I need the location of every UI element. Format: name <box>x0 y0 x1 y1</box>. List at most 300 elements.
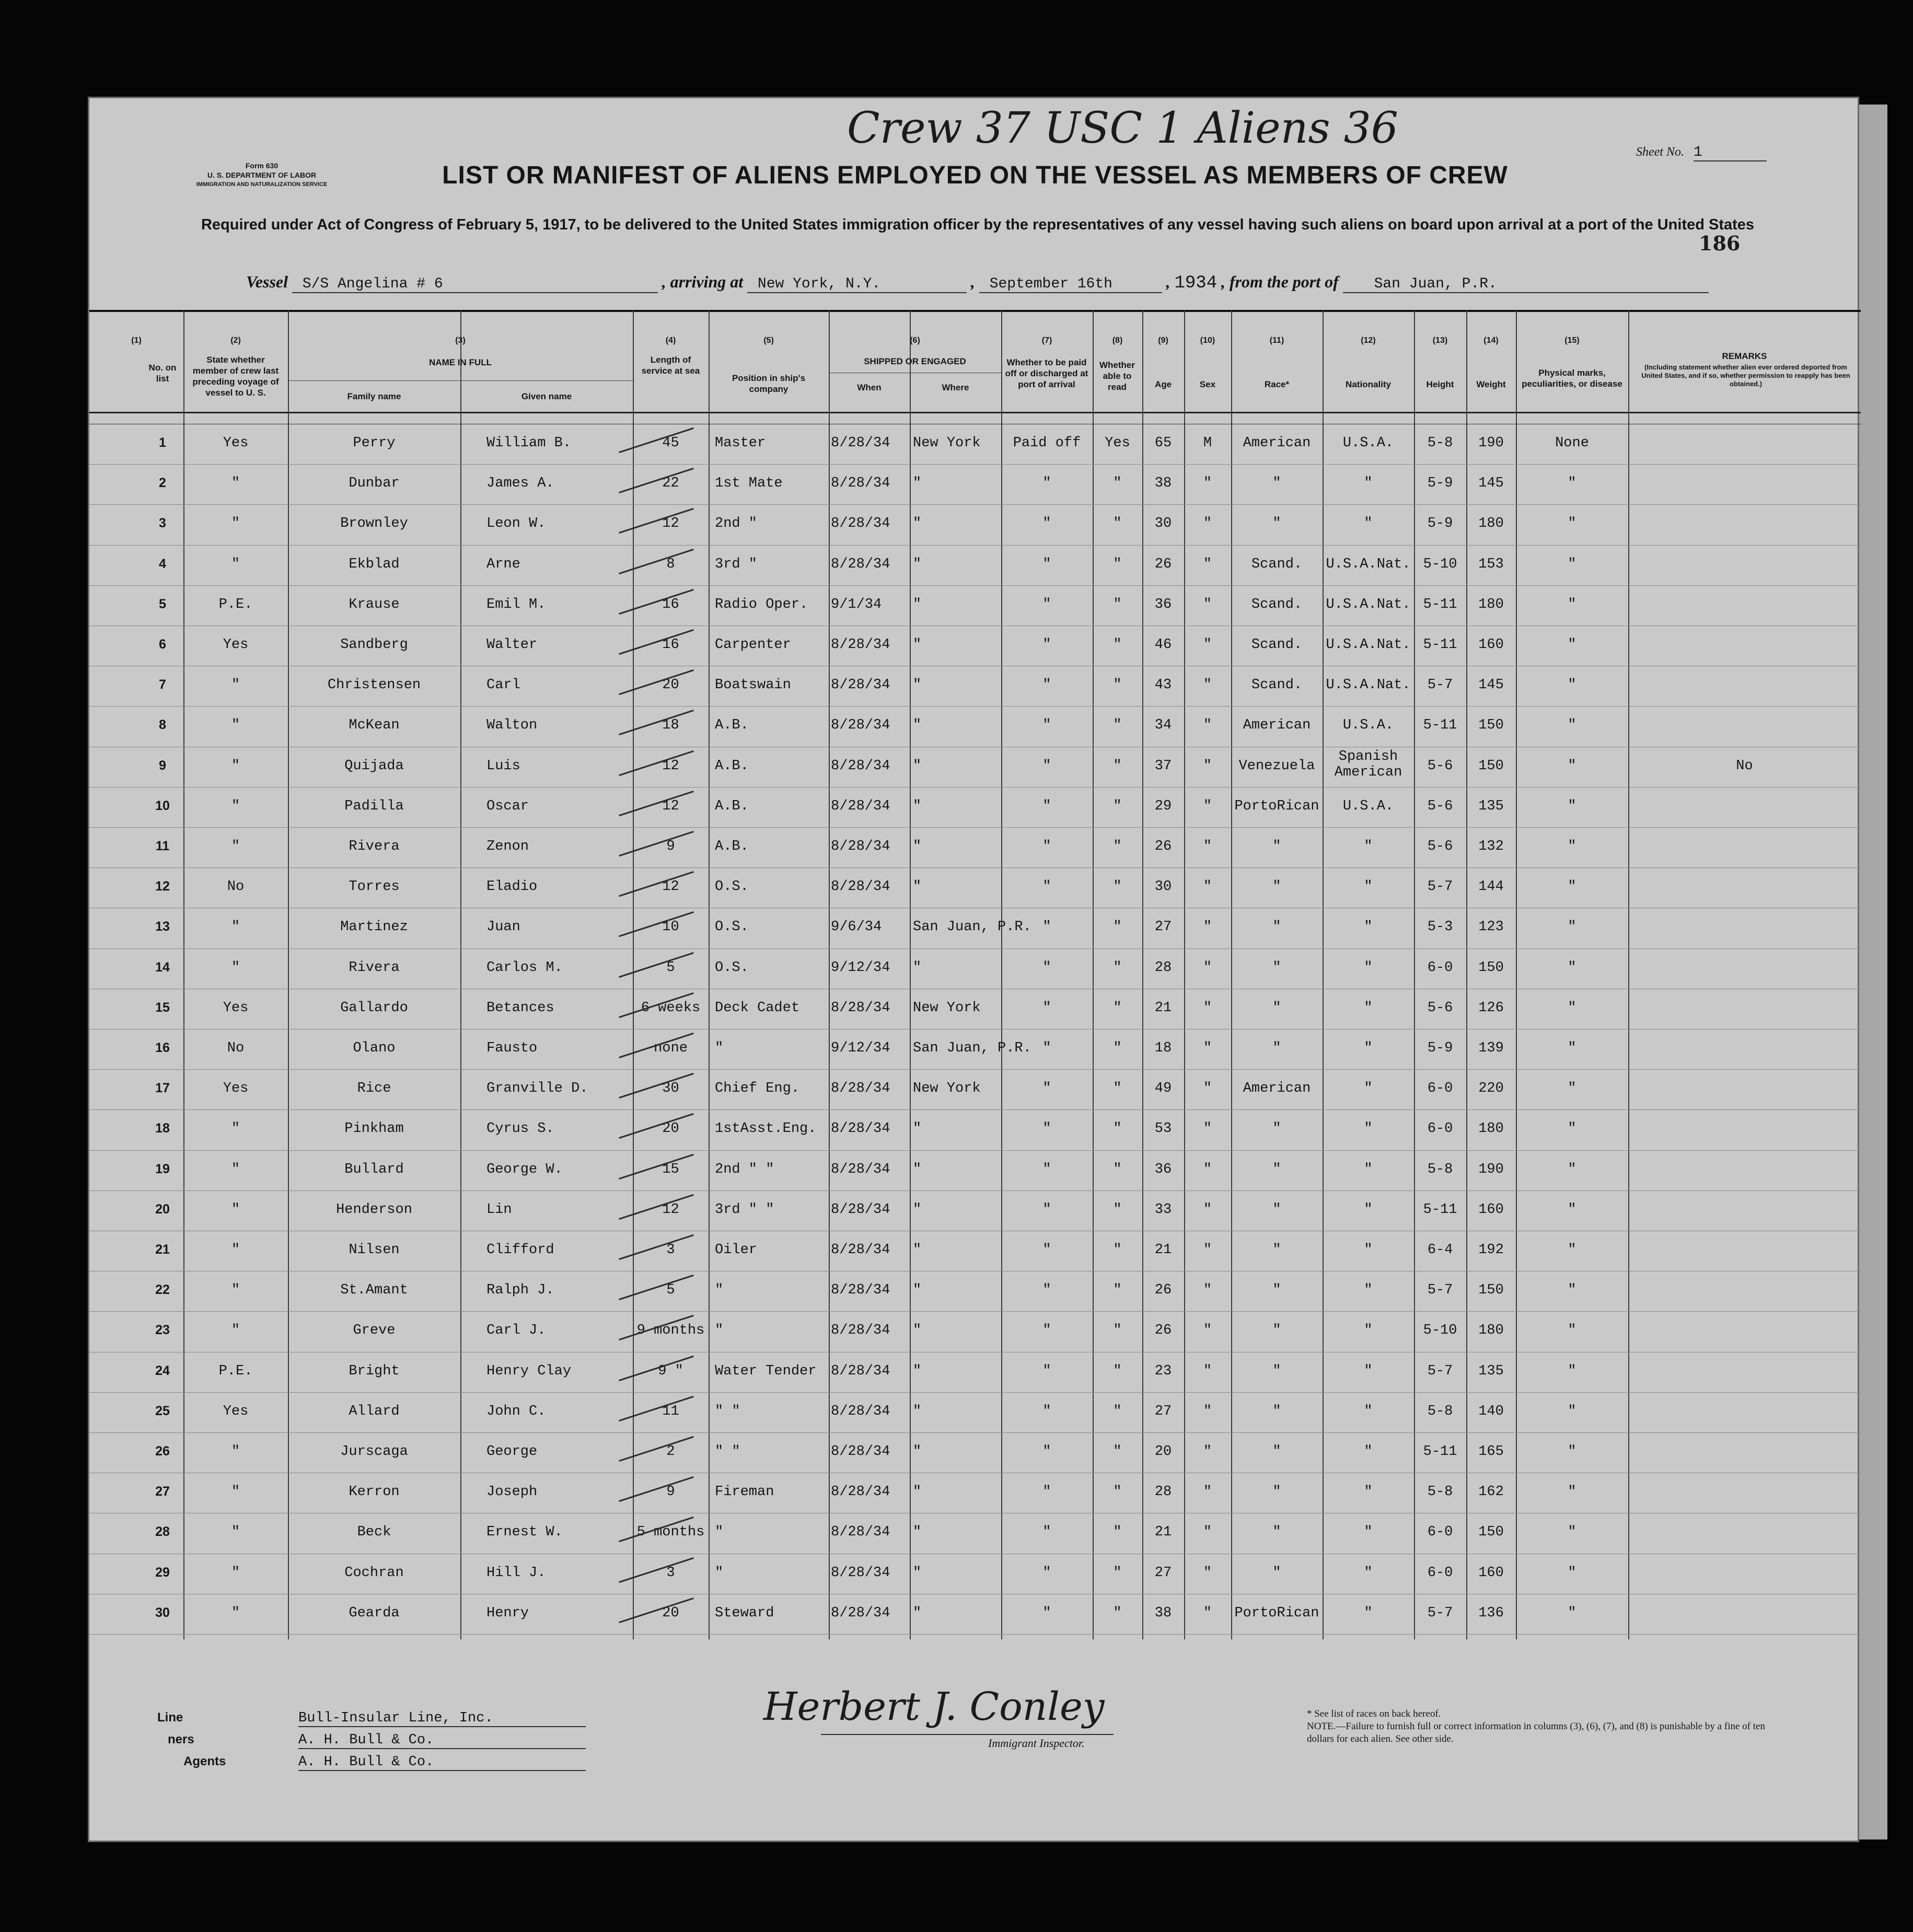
cell-paid: " <box>1042 1161 1051 1177</box>
comma-sep: , <box>970 272 979 291</box>
cell-given: Zenon <box>486 839 529 854</box>
cell-sex: " <box>1203 1524 1212 1541</box>
cell-family: Allard <box>349 1403 400 1419</box>
colnum-c2: (2) <box>230 336 241 345</box>
cell-where: " <box>913 1444 922 1460</box>
cell-sex: " <box>1203 1363 1212 1379</box>
cell-weight: 190 <box>1478 1161 1504 1177</box>
cell-read: " <box>1113 758 1122 774</box>
cell-where: " <box>913 1161 922 1177</box>
cell-sex: " <box>1203 1403 1212 1419</box>
cell-height: 5-7 <box>1427 879 1453 895</box>
cell-sex: " <box>1203 1282 1212 1299</box>
cell-position: O.S. <box>715 919 749 935</box>
column-rule <box>460 310 461 1639</box>
cell-nationality: " <box>1364 1081 1373 1097</box>
cell-read: " <box>1113 1000 1122 1016</box>
cell-family: Dunbar <box>349 476 400 492</box>
cell-where: " <box>913 758 922 774</box>
cell-weight: 144 <box>1478 879 1504 895</box>
row-rule <box>89 504 1861 505</box>
cell-age: 27 <box>1154 919 1172 935</box>
cell-read: " <box>1113 798 1122 814</box>
cell-height: 6-0 <box>1427 1565 1453 1581</box>
cell-sex: " <box>1203 1484 1212 1500</box>
manifest-sheet <box>88 97 1859 1842</box>
colnum-c15: (15) <box>1564 336 1580 345</box>
cell-age: 20 <box>1154 1444 1172 1460</box>
cell-service: 9 <box>666 1484 675 1500</box>
cell-marks: None <box>1555 435 1589 451</box>
header-physical-marks: Physical marks, peculiarities, or disease <box>1522 368 1622 389</box>
cell-sex: " <box>1203 1565 1212 1581</box>
cell-nationality: Spanish American <box>1334 748 1402 780</box>
cell-height: 5-11 <box>1423 1444 1457 1460</box>
cell-prev: " <box>231 677 240 693</box>
cell-sex: M <box>1203 435 1212 451</box>
cell-where: " <box>913 1282 922 1299</box>
cell-no: 3 <box>159 516 166 531</box>
cell-paid: " <box>1042 1524 1051 1541</box>
cell-height: 5-6 <box>1427 1000 1453 1016</box>
cell-race: Scand. <box>1251 596 1303 612</box>
cell-when: 8/28/34 <box>831 516 890 532</box>
cell-no: 23 <box>155 1323 170 1338</box>
cell-family: Torres <box>349 879 400 895</box>
cell-when: 8/28/34 <box>831 1242 890 1258</box>
cell-race: " <box>1272 1242 1281 1258</box>
cell-race: " <box>1272 1121 1281 1137</box>
cell-when: 8/28/34 <box>831 1121 890 1137</box>
cell-sex: " <box>1203 839 1212 854</box>
cell-where: " <box>913 1605 922 1621</box>
cell-height: 5-9 <box>1427 1040 1453 1056</box>
header-nationality: Nationality <box>1346 379 1391 389</box>
cell-family: Perry <box>353 435 396 451</box>
cell-read: " <box>1113 596 1122 612</box>
cell-read: " <box>1113 1524 1122 1541</box>
cell-position: " " <box>715 1444 740 1460</box>
cell-service: 3 <box>666 1242 675 1258</box>
cell-no: 2 <box>159 476 166 491</box>
cell-paid: " <box>1042 1201 1051 1218</box>
cell-position: Water Tender <box>715 1363 817 1379</box>
cell-sex: " <box>1203 677 1212 693</box>
cell-when: 8/28/34 <box>831 1000 890 1016</box>
cell-weight: 132 <box>1478 839 1504 854</box>
cell-race: " <box>1272 1161 1281 1177</box>
cell-position: A.B. <box>715 839 749 854</box>
cell-nationality: U.S.A. <box>1342 718 1394 734</box>
cell-age: 36 <box>1154 1161 1172 1177</box>
cell-read: " <box>1113 1444 1122 1460</box>
cell-service: 12 <box>662 758 679 774</box>
colnum-c5: (5) <box>763 336 774 345</box>
cell-age: 37 <box>1154 758 1172 774</box>
inspector-signature: Herbert J. Conley <box>763 1684 1105 1729</box>
cell-service: 6 weeks <box>641 1000 701 1016</box>
cell-when: 9/12/34 <box>831 959 890 976</box>
cell-nationality: " <box>1364 1605 1373 1621</box>
cell-weight: 190 <box>1478 435 1504 451</box>
cell-age: 38 <box>1154 1605 1172 1621</box>
cell-service: 15 <box>662 1161 679 1177</box>
row-rule <box>89 1634 1861 1635</box>
header-length-service: Length of service at sea <box>641 355 700 376</box>
cell-marks: " <box>1568 758 1576 774</box>
row-rule <box>89 948 1861 949</box>
arriving-label: , arriving at <box>662 272 744 291</box>
column-rule <box>829 310 830 1639</box>
header-given-name: Given name <box>521 391 572 401</box>
cell-service: 10 <box>662 919 679 935</box>
cell-no: 29 <box>155 1565 170 1580</box>
cell-no: 12 <box>155 879 170 894</box>
cell-position: 1st Mate <box>715 476 783 492</box>
cell-read: " <box>1113 1242 1122 1258</box>
cell-no: 7 <box>159 677 166 692</box>
cell-given: Oscar <box>486 798 529 814</box>
cell-when: 8/28/34 <box>831 556 890 572</box>
cell-height: 5-10 <box>1423 1323 1457 1339</box>
cell-family: Ekblad <box>349 556 400 572</box>
cell-race: American <box>1243 435 1311 451</box>
cell-service: 9 " <box>658 1363 683 1379</box>
header-prev-voyage: State whether member of crew last preceding voyage of vessel to U. S. <box>192 355 279 398</box>
cell-height: 5-9 <box>1427 476 1453 492</box>
cell-height: 5-6 <box>1427 839 1453 854</box>
cell-given: James A. <box>486 476 554 492</box>
cell-where: " <box>913 556 922 572</box>
cell-service: 12 <box>662 516 679 532</box>
cell-service: 5 months <box>636 1524 705 1541</box>
cell-weight: 160 <box>1478 637 1504 653</box>
cell-position: 2nd " " <box>715 1161 774 1177</box>
form-number: Form 630 <box>245 161 279 170</box>
cell-sex: " <box>1203 1081 1212 1097</box>
cell-paid: " <box>1042 1282 1051 1299</box>
cell-prev: " <box>231 1484 240 1500</box>
cell-family: Christensen <box>327 677 421 693</box>
cell-marks: " <box>1568 919 1576 935</box>
cell-read: " <box>1113 839 1122 854</box>
row-rule <box>89 1432 1861 1433</box>
cell-race: Scand. <box>1251 556 1303 572</box>
cell-where: " <box>913 1565 922 1581</box>
cell-no: 4 <box>159 556 166 571</box>
header-age: Age <box>1154 379 1172 389</box>
cell-no: 5 <box>159 596 166 611</box>
cell-given: Fausto <box>486 1040 538 1056</box>
cell-weight: 126 <box>1478 1000 1504 1016</box>
cell-race: Venezuela <box>1238 758 1315 774</box>
cell-position: A.B. <box>715 718 749 734</box>
cell-family: Bright <box>349 1363 400 1379</box>
cell-when: 8/28/34 <box>831 758 890 774</box>
cell-height: 5-10 <box>1423 556 1457 572</box>
cell-height: 5-11 <box>1423 718 1457 734</box>
cell-when: 8/28/34 <box>831 798 890 814</box>
cell-read: Yes <box>1105 435 1130 451</box>
name-subrule <box>288 380 633 381</box>
row-rule <box>89 1392 1861 1393</box>
owners-label: ners <box>168 1732 194 1746</box>
cell-where: " <box>913 1201 922 1218</box>
cell-race: " <box>1272 1403 1281 1419</box>
cell-given: Juan <box>486 919 520 935</box>
colnum-c10: (10) <box>1200 336 1215 345</box>
cell-given: Cyrus S. <box>486 1121 554 1137</box>
cell-position: 3rd " <box>715 556 758 572</box>
cell-age: 26 <box>1154 1323 1172 1339</box>
cell-height: 5-7 <box>1427 1605 1453 1621</box>
manifest-table <box>89 310 1861 1815</box>
cell-family: Kerron <box>349 1484 400 1500</box>
cell-when: 8/28/34 <box>831 839 890 854</box>
form-title: LIST OR MANIFEST OF ALIENS EMPLOYED ON THE VESSEL AS MEMBERS OF CREW <box>442 161 1508 189</box>
header-race: Race* <box>1264 379 1290 389</box>
cell-service: 16 <box>662 637 679 653</box>
cell-where: " <box>913 1484 922 1500</box>
cell-weight: 150 <box>1478 758 1504 774</box>
cell-where: New York <box>913 435 981 451</box>
cell-weight: 192 <box>1478 1242 1504 1258</box>
cell-where: New York <box>913 1000 981 1016</box>
cell-weight: 150 <box>1478 1282 1504 1299</box>
cell-service: 9 <box>666 839 675 854</box>
cell-where: " <box>913 839 922 854</box>
cell-no: 24 <box>155 1363 170 1378</box>
cell-given: Emil M. <box>486 596 546 612</box>
cell-no: 10 <box>155 798 170 813</box>
cell-weight: 180 <box>1478 1121 1504 1137</box>
cell-height: 5-8 <box>1427 435 1453 451</box>
cell-read: " <box>1113 1323 1122 1339</box>
cell-height: 5-11 <box>1423 637 1457 653</box>
cell-sex: " <box>1203 1161 1212 1177</box>
cell-no: 19 <box>155 1161 170 1176</box>
cell-when: 8/28/34 <box>831 1605 890 1621</box>
cell-given: Clifford <box>486 1242 554 1258</box>
cell-nationality: " <box>1364 919 1373 935</box>
cell-prev: " <box>231 718 240 734</box>
cell-marks: " <box>1568 718 1576 734</box>
cell-age: 65 <box>1154 435 1172 451</box>
cell-no: 30 <box>155 1605 170 1620</box>
inspector-label: Immigrant Inspector. <box>988 1737 1085 1750</box>
cell-paid: " <box>1042 1121 1051 1137</box>
cell-where: " <box>913 1524 922 1541</box>
cell-weight: 150 <box>1478 1524 1504 1541</box>
cell-read: " <box>1113 1081 1122 1097</box>
cell-when: 9/12/34 <box>831 1040 890 1056</box>
cell-read: " <box>1113 959 1122 976</box>
cell-family: Brownley <box>340 516 408 532</box>
cell-given: Granville D. <box>486 1081 588 1097</box>
cell-prev: P.E. <box>218 1363 253 1379</box>
header-where: Where <box>942 383 969 392</box>
service-name: IMMIGRATION AND NATURALIZATION SERVICE <box>196 181 328 188</box>
cell-sex: " <box>1203 1121 1212 1137</box>
cell-prev: P.E. <box>218 596 253 612</box>
cell-nationality: " <box>1364 1484 1373 1500</box>
cell-weight: 135 <box>1478 1363 1504 1379</box>
cell-nationality: U.S.A.Nat. <box>1326 677 1411 693</box>
cell-given: Henry Clay <box>486 1363 572 1379</box>
cell-nationality: " <box>1364 1363 1373 1379</box>
cell-weight: 180 <box>1478 1323 1504 1339</box>
header-weight: Weight <box>1476 379 1506 389</box>
cell-sex: " <box>1203 718 1212 734</box>
cell-when: 8/28/34 <box>831 476 890 492</box>
cell-read: " <box>1113 637 1122 653</box>
cell-family: Krause <box>349 596 400 612</box>
cell-where: " <box>913 1403 922 1419</box>
cell-where: " <box>913 637 922 653</box>
cell-nationality: " <box>1364 1403 1373 1419</box>
cell-position: Fireman <box>715 1484 774 1500</box>
cell-position: " <box>715 1323 724 1339</box>
cell-nationality: " <box>1364 959 1373 976</box>
arrival-date: September 16th <box>979 276 1162 293</box>
cell-read: " <box>1113 1282 1122 1299</box>
cell-no: 20 <box>155 1201 170 1217</box>
cell-marks: " <box>1568 1161 1576 1177</box>
cell-position: " <box>715 1040 724 1056</box>
cell-race: " <box>1272 959 1281 976</box>
cell-marks: " <box>1568 1403 1576 1419</box>
cell-nationality: " <box>1364 476 1373 492</box>
cell-marks: " <box>1568 1201 1576 1218</box>
cell-given: Ralph J. <box>486 1282 554 1299</box>
cell-marks: " <box>1568 1565 1576 1581</box>
cell-given: Henry <box>486 1605 529 1621</box>
cell-service: 20 <box>662 1605 679 1621</box>
cell-service: 12 <box>662 1201 679 1218</box>
cell-read: " <box>1113 677 1122 693</box>
row-rule <box>89 867 1861 868</box>
cell-prev: " <box>231 516 240 532</box>
cell-family: Rivera <box>349 839 400 854</box>
header-name-in-full: NAME IN FULL <box>429 357 492 367</box>
cell-no: 21 <box>155 1242 170 1257</box>
stamp-number: 186 <box>1699 232 1741 255</box>
colnum-c8: (8) <box>1112 336 1123 345</box>
cell-sex: " <box>1203 798 1212 814</box>
cell-paid: Paid off <box>1013 435 1081 451</box>
cell-family: Martinez <box>340 919 408 935</box>
cell-height: 5-6 <box>1427 758 1453 774</box>
cell-height: 5-11 <box>1423 596 1457 612</box>
cell-race: " <box>1272 1000 1281 1016</box>
row-rule <box>89 1069 1861 1070</box>
colnum-c4: (4) <box>665 336 676 345</box>
cell-given: Carl <box>486 677 520 693</box>
cell-race: " <box>1272 839 1281 854</box>
cell-prev: " <box>231 476 240 492</box>
cell-given: Walter <box>486 637 538 653</box>
header-remarks-sub: (Including statement whether alien ever ordered deported from United States, and if so, whether permission to reapply has been obtained.) <box>1641 363 1850 388</box>
cell-prev: " <box>231 798 240 814</box>
cell-height: 6-0 <box>1427 1524 1453 1541</box>
header-paid-off: Whether to be paid off or discharged at port of arrival <box>1005 357 1088 389</box>
cell-no: 1 <box>159 435 166 450</box>
cell-where: " <box>913 677 922 693</box>
cell-race: " <box>1272 1565 1281 1581</box>
cell-nationality: " <box>1364 1161 1373 1177</box>
cell-height: 5-7 <box>1427 1282 1453 1299</box>
colnum-c11: (11) <box>1269 336 1284 345</box>
header-shipped-engaged: SHIPPED OR ENGAGED <box>864 356 966 366</box>
row-rule <box>89 1190 1861 1191</box>
cell-paid: " <box>1042 1242 1051 1258</box>
cell-height: 6-0 <box>1427 1081 1453 1097</box>
cell-read: " <box>1113 1040 1122 1056</box>
cell-prev: " <box>231 1444 240 1460</box>
cell-weight: 139 <box>1478 1040 1504 1056</box>
cell-given: Hill J. <box>486 1565 546 1581</box>
cell-paid: " <box>1042 1000 1051 1016</box>
cell-given: George <box>486 1444 538 1460</box>
cell-race: " <box>1272 1484 1281 1500</box>
cell-marks: " <box>1568 677 1576 693</box>
cell-nationality: " <box>1364 839 1373 854</box>
cell-sex: " <box>1203 1000 1212 1016</box>
colnum-c3: (3) <box>455 336 466 345</box>
cell-given: Lin <box>486 1201 512 1218</box>
cell-height: 5-7 <box>1427 677 1453 693</box>
cell-service: 16 <box>662 596 679 612</box>
cell-service: 8 <box>666 556 675 572</box>
cell-service: 20 <box>662 677 679 693</box>
cell-marks: " <box>1568 476 1576 492</box>
departure-port: San Juan, P.R. <box>1343 276 1709 293</box>
cell-height: 6-0 <box>1427 959 1453 976</box>
cell-when: 8/28/34 <box>831 1484 890 1500</box>
cell-weight: 160 <box>1478 1565 1504 1581</box>
cell-sex: " <box>1203 1605 1212 1621</box>
cell-position: Deck Cadet <box>715 1000 800 1016</box>
cell-family: Olano <box>353 1040 396 1056</box>
cell-race: " <box>1272 1282 1281 1299</box>
colnum-c13: (13) <box>1432 336 1448 345</box>
department-name: U. S. DEPARTMENT OF LABOR <box>207 171 317 179</box>
row-rule <box>89 545 1861 546</box>
cell-no: 22 <box>155 1282 170 1298</box>
cell-marks: " <box>1568 516 1576 532</box>
cell-read: " <box>1113 516 1122 532</box>
cell-service: 12 <box>662 798 679 814</box>
cell-family: Greve <box>353 1323 396 1339</box>
cell-given: Arne <box>486 556 520 572</box>
cell-position: " " <box>715 1403 740 1419</box>
cell-where: San Juan, P.R. <box>913 919 1031 935</box>
cell-age: 46 <box>1154 637 1172 653</box>
cell-paid: " <box>1042 798 1051 814</box>
cell-nationality: " <box>1364 1000 1373 1016</box>
cell-read: " <box>1113 1403 1122 1419</box>
cell-service: 9 months <box>636 1323 705 1339</box>
cell-when: 8/28/34 <box>831 1201 890 1218</box>
sheet-value: 1 <box>1694 144 1767 161</box>
cell-when: 8/28/34 <box>831 677 890 693</box>
line-value: Bull-Insular Line, Inc. <box>298 1710 586 1727</box>
cell-weight: 162 <box>1478 1484 1504 1500</box>
cell-no: 16 <box>155 1040 170 1055</box>
cell-service: none <box>654 1040 688 1056</box>
cell-read: " <box>1113 718 1122 734</box>
cell-no: 6 <box>159 637 166 652</box>
